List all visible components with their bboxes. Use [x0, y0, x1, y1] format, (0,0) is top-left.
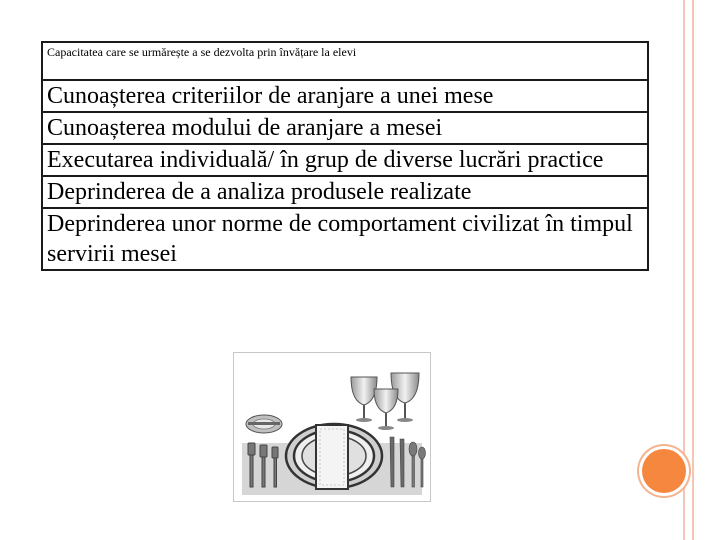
decorative-orange-circle [642, 449, 686, 493]
napkin [316, 425, 348, 489]
objective-item-4: Deprinderea de a analiza produsele realizate [42, 176, 648, 208]
knife-icon [390, 437, 394, 487]
table-row [42, 144, 648, 176]
table-header-row [42, 42, 648, 80]
table-row [42, 176, 648, 208]
table-row [42, 80, 648, 112]
objective-item-2: Cunoașterea modului de aranjare a mesei [42, 112, 648, 144]
objective-item-3: Executarea individuală/ în grup de diverse lucrări practice [42, 144, 648, 176]
knife-icon [400, 439, 404, 487]
table-header-cell: Capacitatea care se urmărește a se dezvolta prin învățare la elevi [42, 42, 648, 80]
decorative-line-right [692, 0, 694, 540]
glass-icon [374, 389, 398, 430]
objective-item-1: Cunoașterea criteriilor de aranjare a unei mese [42, 80, 648, 112]
decorative-line-left [683, 0, 685, 540]
butter-knife-icon [248, 422, 280, 425]
table-row [42, 208, 648, 270]
objectives-table [41, 41, 649, 271]
table-setting-illustration [233, 352, 431, 502]
table-setting-drawing [234, 353, 430, 501]
table-row [42, 112, 648, 144]
objective-item-5: Deprinderea unor norme de comportament civilizat în timpul servirii mesei [42, 208, 648, 270]
glass-icon [351, 377, 377, 422]
